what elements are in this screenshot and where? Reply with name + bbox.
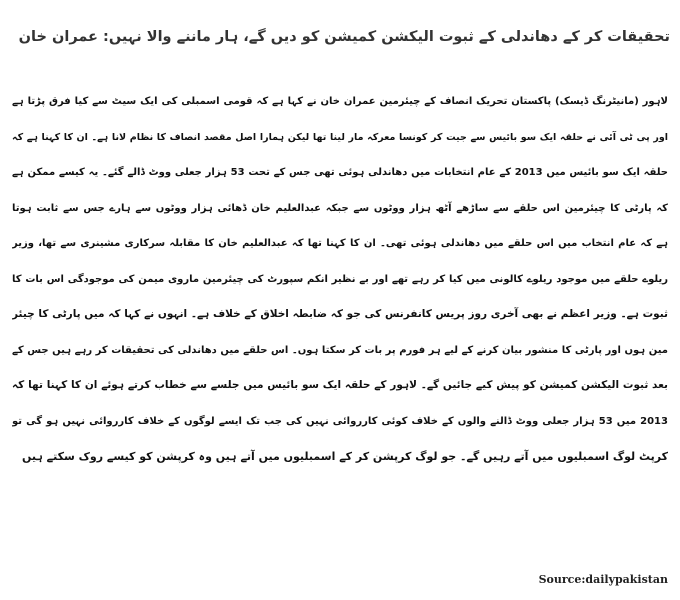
article-line: لاہور (مانیٹرنگ ڈیسک) پاکستان تحریک انصاف کے چیئرمین عمران خان نے کہا ہے کہ قومی اسمبلی کی ایک سیٹ سے کیا فرق پڑتا ہے — [12, 96, 668, 107]
article-line: ثبوت ہے۔ وزیر اعظم نے بھی آخری روز پریس کانفرنس کی جو کہ ضابطہ اخلاق کے خلاف ہے۔ انہوں نے کہا کہ میں پارٹی کا چیئر — [12, 308, 668, 320]
source-credit: Source:dailypakistan — [538, 573, 668, 586]
article-headline: تحقیقات کر کے دھاندلی کے ثبوت الیکشن کمیشن کو دیں گے، ہار ماننے والا نہیں: عمران خان — [18, 29, 670, 45]
article-line: اور پی ٹی آئی نے حلقہ ایک سو بائیس سے جیت کر کونسا معرکہ مار لینا تھا لیکن ہمارا اصل مقصد انصاف کا نظام لانا ہے۔ ان کا کہنا ہے کہ — [12, 131, 668, 143]
article-line: کرپٹ لوگ اسمبلیوں میں آتے رہیں گے۔ جو لوگ کرپشن کر کے اسمبلیوں میں آتے ہیں وہ کرپشن کو کیسے روک سکتے ہیں — [21, 450, 668, 463]
article-line: 2013 میں 53 ہزار جعلی ووٹ ڈالنے والوں کے خلاف کوئی کارروائی نہیں کی جب تک ایسے لوگوں کے خلاف کارروائی نہیں ہو گی تو — [12, 415, 668, 427]
article-line: مین ہوں اور پارٹی کا منشور بیان کرنے کے لیے ہر فورم پر بات کر سکتا ہوں۔ اس حلقے میں دھاندلی کی تحقیقات کر رہے ہیں جس کے — [12, 344, 668, 356]
article-line: ہے کہ عام انتخاب میں اس حلقے میں دھاندلی ہوئی تھی۔ ان کا کہنا تھا کہ عبدالعلیم خان کا مقابلہ سرکاری مشینری سے تھا، وزیر — [12, 238, 668, 249]
article-line: حلقہ ایک سو بائیس میں 2013 کے عام انتخابات میں دھاندلی ہوئی تھی جس کے تحت 53 ہزار جعلی ووٹ ڈالے گئے۔ یہ کیسے ممکن ہے — [12, 167, 668, 178]
article-line: بعد ثبوت الیکشن کمیشن کو پیش کیے جائیں گے۔ لاہور کے حلقہ ایک سو بائیس میں جلسے سے خطاب کرتے ہوئے ان کا کہنا تھا کہ — [12, 379, 668, 391]
article-body — [12, 84, 668, 475]
article-line: ریلوے حلقے میں موجود ریلوے کالونی میں کیا کر رہے تھے اور بے نظیر انکم سپورٹ کی چیئرمین ماروی میمن کی موجودگی اس بات کا — [12, 273, 668, 285]
article-line: کہ پارٹی کا چیئرمین اس حلقے سے ساڑھے آٹھ ہزار ووٹوں سے جبکہ عبدالعلیم خان ڈھائی ہزار ووٹوں سے ہارے جس سے ثابت ہوتا — [12, 202, 668, 214]
